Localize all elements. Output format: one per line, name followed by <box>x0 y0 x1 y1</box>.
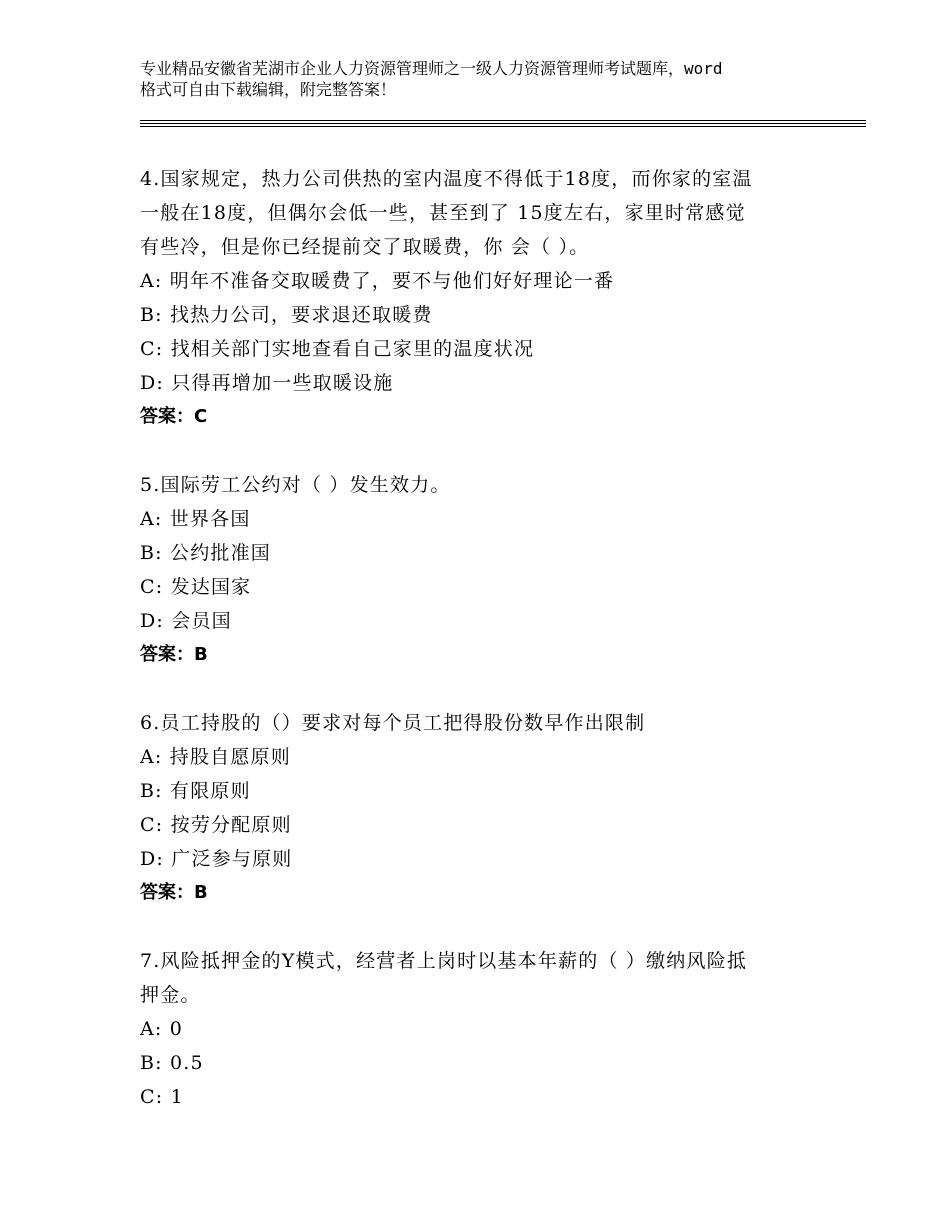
question-stem: 6.员工持股的（）要求对每个员工把得股份数早作出限制 <box>140 712 646 734</box>
question-5 <box>140 468 820 672</box>
option-c: C: 找相关部门实地查看自己家里的温度状况 <box>140 338 535 360</box>
question-stem: 4.国家规定，热力公司供热的室内温度不得低于18度，而你家的室温 <box>140 168 753 190</box>
question-7 <box>140 944 820 1114</box>
option-b: B: 找热力公司，要求退还取暖费 <box>140 304 433 326</box>
option-c: C: 1 <box>140 1086 184 1108</box>
answer-label: 答案：B <box>140 882 208 903</box>
question-stem: 押金。 <box>140 984 201 1006</box>
header-rule-1 <box>140 120 866 121</box>
option-a: A: 世界各国 <box>140 508 251 530</box>
option-a: A: 持股自愿原则 <box>140 746 291 768</box>
document-header <box>140 58 840 100</box>
question-6 <box>140 706 820 910</box>
header-line-2: 格式可自由下载编辑，附完整答案！ <box>140 80 397 99</box>
option-c: C: 发达国家 <box>140 576 252 598</box>
option-a: A: 明年不准备交取暖费了，要不与他们好好理论一番 <box>140 270 615 292</box>
option-d: D: 只得再增加一些取暖设施 <box>140 372 394 394</box>
option-b: B: 公约批准国 <box>140 542 272 564</box>
option-b: B: 有限原则 <box>140 780 251 802</box>
option-a: A: 0 <box>140 1018 184 1040</box>
header-rule-2 <box>140 123 866 124</box>
question-stem: 7.风险抵押金的Y模式，经营者上岗时以基本年薪的（ ）缴纳风险抵 <box>140 950 748 972</box>
answer-label: 答案：B <box>140 644 208 665</box>
option-d: D: 会员国 <box>140 610 232 632</box>
question-stem: 一般在18度，但偶尔会低一些，甚至到了 15度左右，家里时常感觉 <box>140 202 746 224</box>
answer-label: 答案：C <box>140 406 208 427</box>
option-c: C: 按劳分配原则 <box>140 814 292 836</box>
question-list <box>140 162 820 1148</box>
question-stem: 有些冷，但是你已经提前交了取暖费，你 会（ ）。 <box>140 236 590 258</box>
question-4 <box>140 162 820 434</box>
option-b: B: 0.5 <box>140 1052 204 1074</box>
header-rule-3 <box>140 126 866 127</box>
option-d: D: 广泛参与原则 <box>140 848 293 870</box>
question-stem: 5.国际劳工公约对（ ）发生效力。 <box>140 474 451 496</box>
header-line-1: 专业精品安徽省芜湖市企业人力资源管理师之一级人力资源管理师考试题库，word <box>140 59 723 78</box>
